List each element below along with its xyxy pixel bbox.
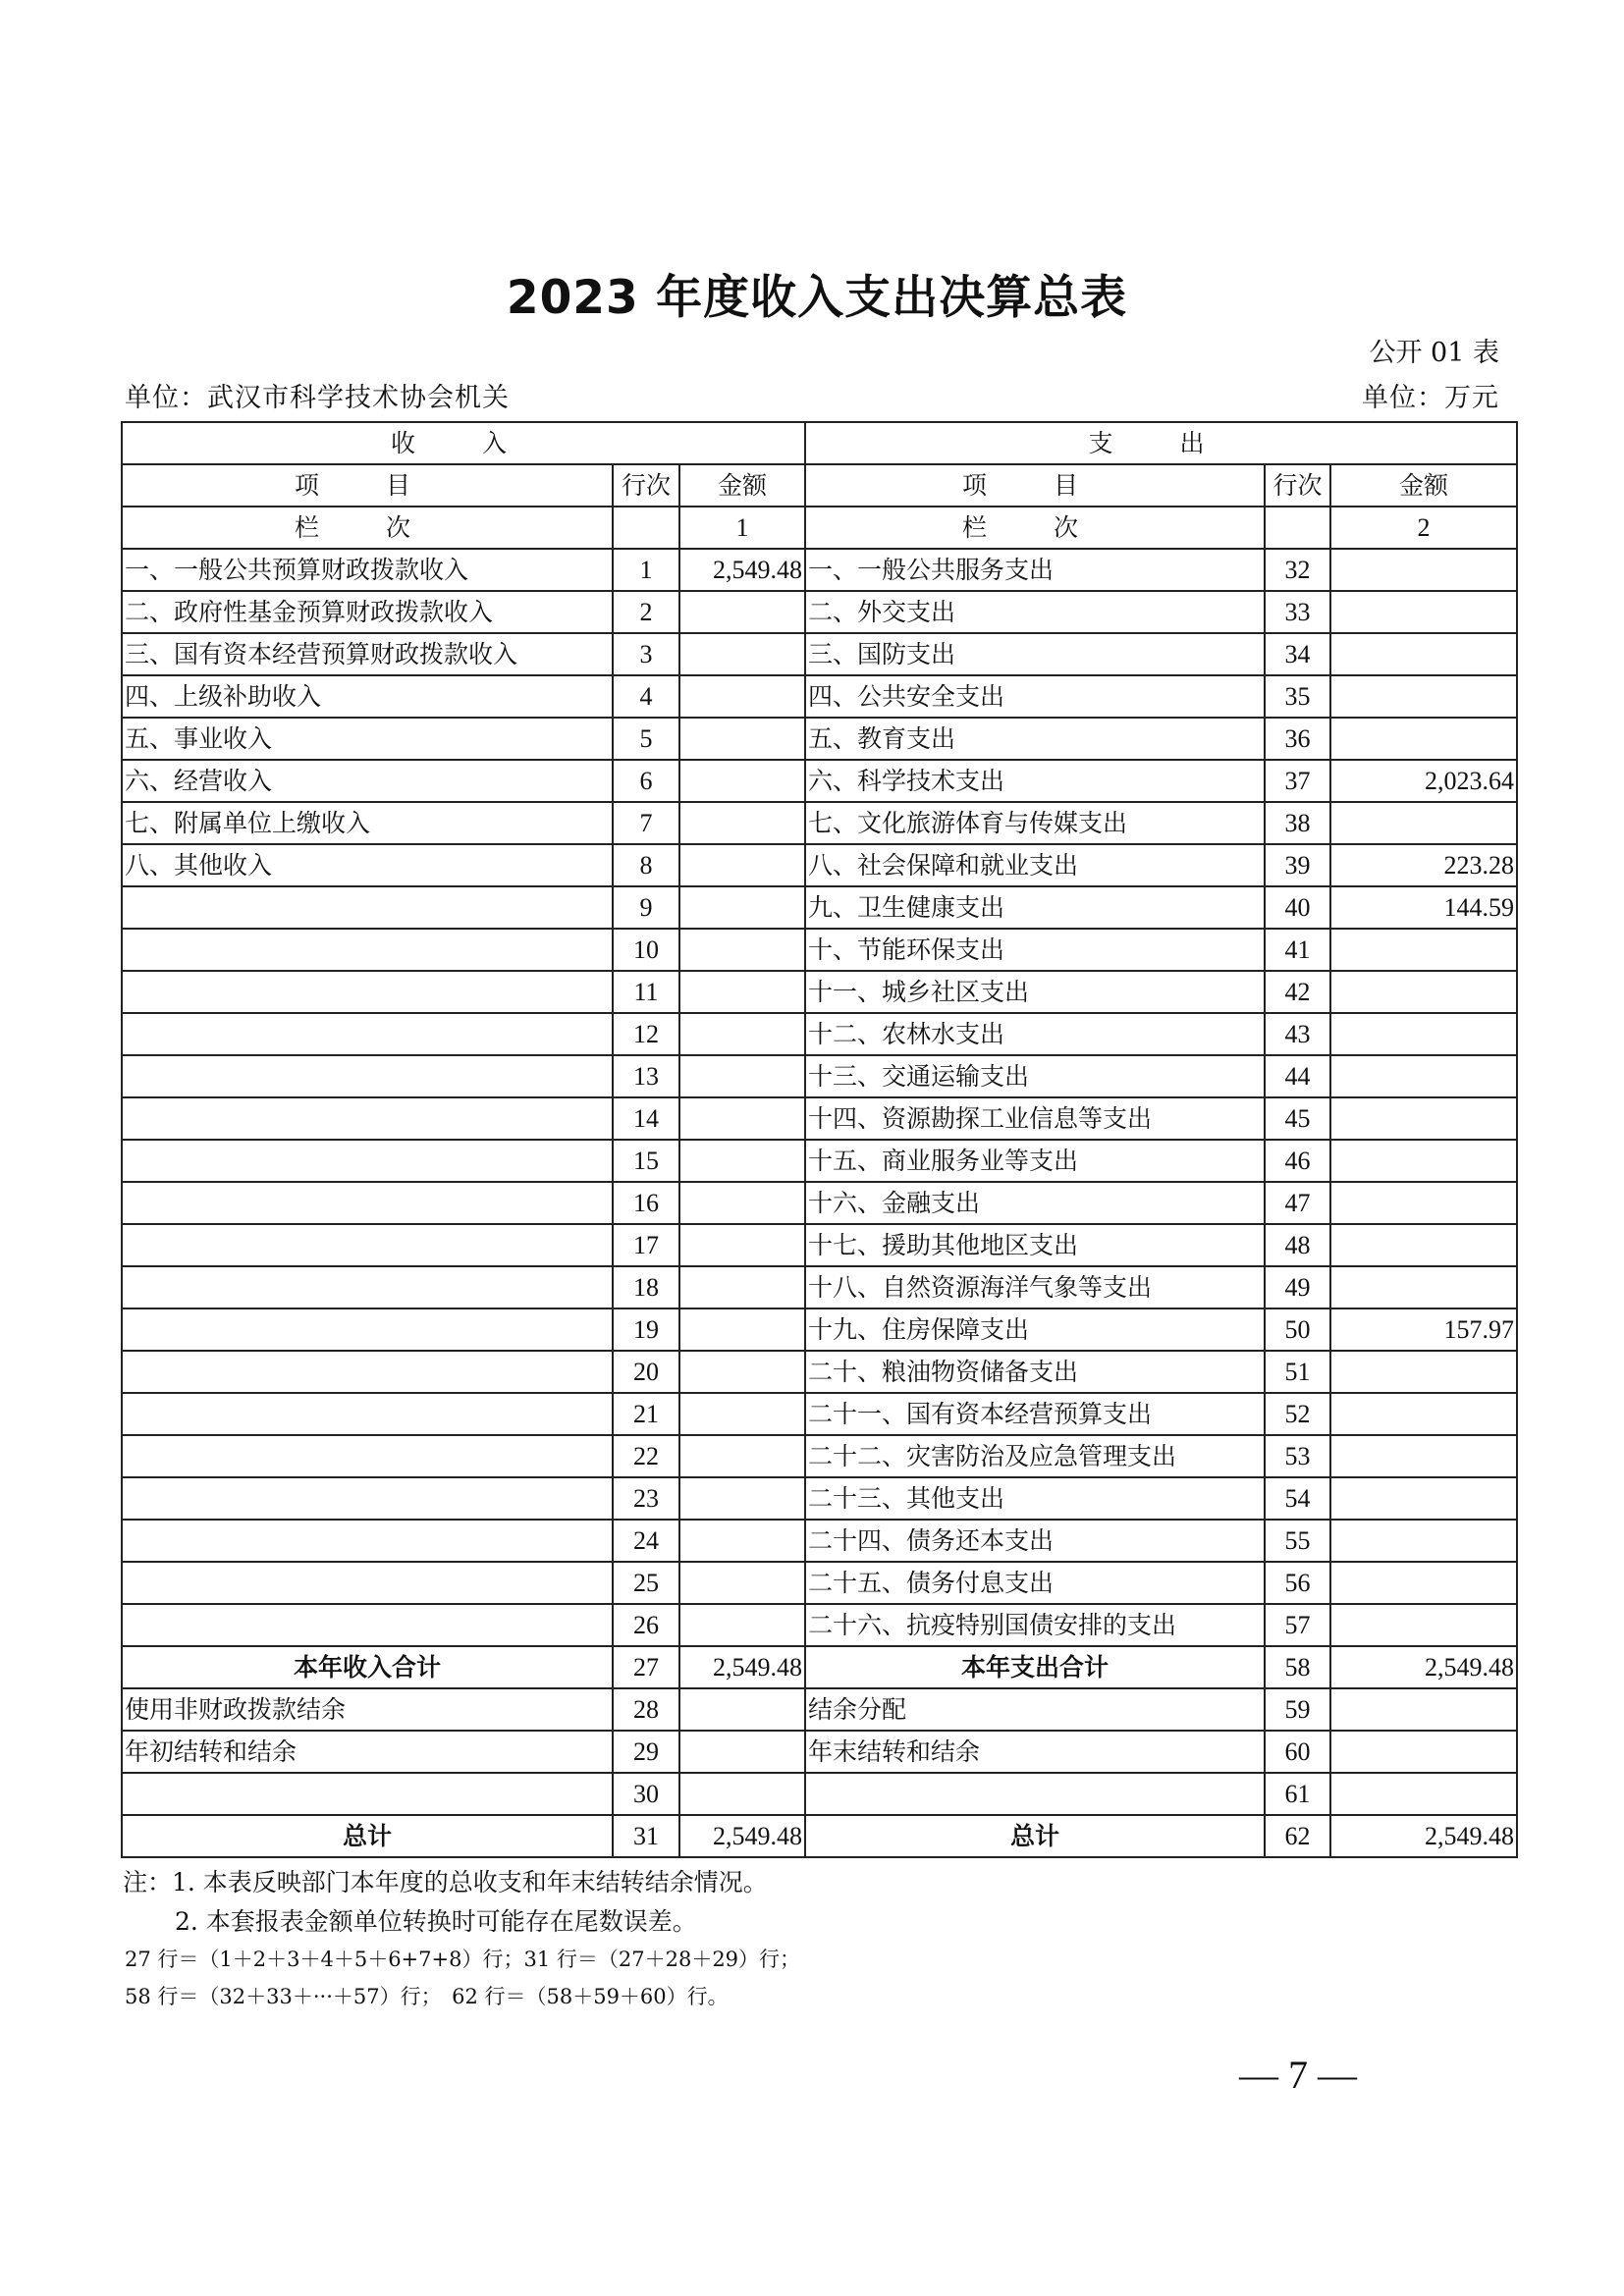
table-row — [122, 1731, 1517, 1773]
expense-line-cell: 57 — [1265, 1604, 1330, 1646]
income-item-cell: 本年收入合计 — [122, 1646, 613, 1688]
expense-amount-cell: 223.28 — [1330, 844, 1517, 886]
table-row — [122, 1224, 1517, 1266]
expense-line-cell: 37 — [1265, 760, 1330, 802]
income-item-cell — [122, 1477, 613, 1520]
expense-item-cell: 十八、自然资源海洋气象等支出 — [805, 1266, 1265, 1308]
income-amount-cell — [679, 760, 805, 802]
table-row — [122, 1308, 1517, 1351]
income-amount-cell — [679, 1604, 805, 1646]
expense-amount-cell: 144.59 — [1330, 886, 1517, 929]
income-amount-cell — [679, 1055, 805, 1097]
income-item-cell — [122, 1013, 613, 1055]
budget-summary-table — [121, 421, 1518, 1858]
income-section-header: 收 入 — [122, 422, 805, 464]
expense-item-cell: 七、文化旅游体育与传媒支出 — [805, 802, 1265, 844]
expense-amount-cell — [1330, 675, 1517, 718]
income-amount-cell — [679, 718, 805, 760]
expense-amount-cell — [1330, 971, 1517, 1013]
expense-amount-cell — [1330, 1055, 1517, 1097]
expense-item-cell: 二十六、抗疫特别国债安排的支出 — [805, 1604, 1265, 1646]
expense-item-cell — [805, 1773, 1265, 1815]
expense-item-cell: 十四、资源勘探工业信息等支出 — [805, 1097, 1265, 1140]
income-item-cell: 七、附属单位上缴收入 — [122, 802, 613, 844]
expense-line-cell: 49 — [1265, 1266, 1330, 1308]
income-amount-cell — [679, 1731, 805, 1773]
income-line-cell: 15 — [613, 1140, 679, 1182]
expense-line-cell: 43 — [1265, 1013, 1330, 1055]
table-row — [122, 1055, 1517, 1097]
expense-index-line — [1265, 507, 1330, 549]
page-number: — 7 — — [1239, 2053, 1357, 2097]
expense-item-cell: 三、国防支出 — [805, 633, 1265, 675]
expense-item-cell: 一、一般公共服务支出 — [805, 549, 1265, 591]
expense-item-cell: 八、社会保障和就业支出 — [805, 844, 1265, 886]
note-line-1: 注：1. 本表反映部门本年度的总收支和年末结转结余情况。 — [123, 1868, 768, 1896]
income-item-cell — [122, 1562, 613, 1604]
income-item-cell — [122, 1393, 613, 1435]
income-line-cell: 7 — [613, 802, 679, 844]
table-row — [122, 1773, 1517, 1815]
income-line-cell: 30 — [613, 1773, 679, 1815]
income-line-cell: 18 — [613, 1266, 679, 1308]
income-line-cell: 29 — [613, 1731, 679, 1773]
income-amount-cell — [679, 1013, 805, 1055]
income-line-cell: 6 — [613, 760, 679, 802]
expense-amount-cell — [1330, 1224, 1517, 1266]
income-amount-cell: 2,549.48 — [679, 1815, 805, 1857]
income-amount-cell — [679, 1308, 805, 1351]
expense-line-cell: 45 — [1265, 1097, 1330, 1140]
expense-item-cell: 年末结转和结余 — [805, 1731, 1265, 1773]
expense-line-cell: 42 — [1265, 971, 1330, 1013]
expense-amount-cell — [1330, 1731, 1517, 1773]
income-line-cell: 26 — [613, 1604, 679, 1646]
expense-amount-cell — [1330, 1477, 1517, 1520]
expense-amount-cell: 2,023.64 — [1330, 760, 1517, 802]
expense-item-cell: 十、节能环保支出 — [805, 929, 1265, 971]
expense-amount-cell — [1330, 802, 1517, 844]
income-item-cell: 使用非财政拨款结余 — [122, 1688, 613, 1731]
expense-item-cell: 十六、金融支出 — [805, 1182, 1265, 1224]
income-line-header: 行次 — [613, 464, 679, 507]
income-item-cell — [122, 1308, 613, 1351]
expense-line-cell: 61 — [1265, 1773, 1330, 1815]
expense-line-header: 行次 — [1265, 464, 1330, 507]
document-title: 2023 年度收入支出决算总表 — [506, 271, 1128, 325]
income-amount-cell — [679, 971, 805, 1013]
income-line-cell: 1 — [613, 549, 679, 591]
expense-amount-cell — [1330, 929, 1517, 971]
expense-line-cell: 54 — [1265, 1477, 1330, 1520]
table-row — [122, 1182, 1517, 1224]
expense-amount-cell — [1330, 718, 1517, 760]
table-row — [122, 1646, 1517, 1688]
expense-amount-cell — [1330, 591, 1517, 633]
expense-amount-cell — [1330, 1435, 1517, 1477]
expense-section-header: 支 出 — [805, 422, 1517, 464]
income-line-cell: 2 — [613, 591, 679, 633]
table-row — [122, 633, 1517, 675]
expense-amount-header: 金额 — [1330, 464, 1517, 507]
income-amount-cell — [679, 633, 805, 675]
expense-line-cell: 60 — [1265, 1731, 1330, 1773]
table-row — [122, 1520, 1517, 1562]
expense-line-cell: 41 — [1265, 929, 1330, 971]
expense-line-cell: 39 — [1265, 844, 1330, 886]
income-amount-cell: 2,549.48 — [679, 549, 805, 591]
expense-item-cell: 二十二、灾害防治及应急管理支出 — [805, 1435, 1265, 1477]
expense-item-cell: 二十、粮油物资储备支出 — [805, 1351, 1265, 1393]
form-number: 公开 01 表 — [1369, 338, 1499, 368]
income-item-cell: 二、政府性基金预算财政拨款收入 — [122, 591, 613, 633]
table-row — [122, 1477, 1517, 1520]
expense-amount-cell — [1330, 1140, 1517, 1182]
income-line-cell: 16 — [613, 1182, 679, 1224]
income-line-cell: 4 — [613, 675, 679, 718]
income-item-cell — [122, 971, 613, 1013]
expense-line-cell: 48 — [1265, 1224, 1330, 1266]
expense-line-cell: 62 — [1265, 1815, 1330, 1857]
expense-line-cell: 32 — [1265, 549, 1330, 591]
expense-line-cell: 50 — [1265, 1308, 1330, 1351]
income-item-cell — [122, 1266, 613, 1308]
expense-amount-cell — [1330, 549, 1517, 591]
income-line-cell: 27 — [613, 1646, 679, 1688]
expense-amount-cell — [1330, 1013, 1517, 1055]
income-line-cell: 14 — [613, 1097, 679, 1140]
income-item-cell: 五、事业收入 — [122, 718, 613, 760]
expense-item-cell: 十九、住房保障支出 — [805, 1308, 1265, 1351]
income-item-cell — [122, 1435, 613, 1477]
expense-item-cell: 十一、城乡社区支出 — [805, 971, 1265, 1013]
expense-line-cell: 44 — [1265, 1055, 1330, 1097]
expense-line-cell: 52 — [1265, 1393, 1330, 1435]
expense-line-cell: 46 — [1265, 1140, 1330, 1182]
income-item-cell — [122, 1520, 613, 1562]
table-row — [122, 1562, 1517, 1604]
expense-line-cell: 38 — [1265, 802, 1330, 844]
income-item-cell — [122, 1055, 613, 1097]
income-amount-cell — [679, 1393, 805, 1435]
income-amount-cell — [679, 1182, 805, 1224]
income-item-cell — [122, 1604, 613, 1646]
income-amount-cell — [679, 1520, 805, 1562]
table-row — [122, 1815, 1517, 1857]
expense-line-cell: 34 — [1265, 633, 1330, 675]
income-amount-cell — [679, 1097, 805, 1140]
income-index-line — [613, 507, 679, 549]
expense-line-cell: 55 — [1265, 1520, 1330, 1562]
expense-item-cell: 结余分配 — [805, 1688, 1265, 1731]
expense-item-cell: 九、卫生健康支出 — [805, 886, 1265, 929]
table-row — [122, 591, 1517, 633]
unit-organization: 单位：武汉市科学技术协会机关 — [125, 383, 510, 413]
income-line-cell: 28 — [613, 1688, 679, 1731]
expense-amount-cell: 2,549.48 — [1330, 1646, 1517, 1688]
table-row — [122, 886, 1517, 929]
income-line-cell: 31 — [613, 1815, 679, 1857]
income-amount-cell — [679, 886, 805, 929]
table-row — [122, 1435, 1517, 1477]
table-row — [122, 1013, 1517, 1055]
table-row — [122, 1097, 1517, 1140]
income-line-cell: 5 — [613, 718, 679, 760]
expense-item-cell: 四、公共安全支出 — [805, 675, 1265, 718]
expense-index-label: 栏 次 — [805, 507, 1265, 549]
income-amount-cell — [679, 929, 805, 971]
income-item-cell — [122, 1097, 613, 1140]
note-formula-1: 27 行＝（1＋2＋3＋4＋5＋6+7+8）行；31 行＝（27＋28＋29）行； — [125, 1948, 801, 1971]
income-item-cell — [122, 1351, 613, 1393]
expense-amount-cell — [1330, 1266, 1517, 1308]
income-amount-cell — [679, 1562, 805, 1604]
expense-amount-cell — [1330, 1393, 1517, 1435]
expense-amount-cell — [1330, 1351, 1517, 1393]
income-amount-cell — [679, 1435, 805, 1477]
expense-item-cell: 本年支出合计 — [805, 1646, 1265, 1688]
note-formula-2: 58 行＝（32＋33＋···＋57）行； 62 行＝（58＋59＋60）行。 — [125, 1985, 729, 2008]
expense-amount-cell: 157.97 — [1330, 1308, 1517, 1351]
expense-item-cell: 二、外交支出 — [805, 591, 1265, 633]
income-index-label: 栏 次 — [122, 507, 613, 549]
income-amount-cell — [679, 1140, 805, 1182]
income-line-cell: 3 — [613, 633, 679, 675]
income-line-cell: 23 — [613, 1477, 679, 1520]
table-row — [122, 844, 1517, 886]
income-line-cell: 11 — [613, 971, 679, 1013]
income-item-cell — [122, 886, 613, 929]
expense-item-cell: 六、科学技术支出 — [805, 760, 1265, 802]
income-item-cell — [122, 1224, 613, 1266]
expense-item-cell: 五、教育支出 — [805, 718, 1265, 760]
income-amount-cell — [679, 1688, 805, 1731]
expense-amount-cell — [1330, 1604, 1517, 1646]
income-item-cell — [122, 1140, 613, 1182]
expense-amount-cell — [1330, 1182, 1517, 1224]
income-amount-cell — [679, 1773, 805, 1815]
table-row — [122, 1604, 1517, 1646]
expense-line-cell: 40 — [1265, 886, 1330, 929]
income-line-cell: 21 — [613, 1393, 679, 1435]
income-amount-cell — [679, 1351, 805, 1393]
income-column-index: 1 — [679, 507, 805, 549]
column-index-row — [122, 507, 1517, 549]
table-row — [122, 802, 1517, 844]
income-line-cell: 12 — [613, 1013, 679, 1055]
table-row — [122, 675, 1517, 718]
expense-line-cell: 53 — [1265, 1435, 1330, 1477]
expense-amount-cell — [1330, 1520, 1517, 1562]
income-amount-cell — [679, 844, 805, 886]
income-amount-header: 金额 — [679, 464, 805, 507]
income-line-cell: 9 — [613, 886, 679, 929]
table-row — [122, 549, 1517, 591]
expense-line-cell: 56 — [1265, 1562, 1330, 1604]
income-item-cell: 一、一般公共预算财政拨款收入 — [122, 549, 613, 591]
expense-line-cell: 35 — [1265, 675, 1330, 718]
expense-item-cell: 十五、商业服务业等支出 — [805, 1140, 1265, 1182]
income-line-cell: 20 — [613, 1351, 679, 1393]
income-line-cell: 22 — [613, 1435, 679, 1477]
income-amount-cell — [679, 1224, 805, 1266]
table-row — [122, 1266, 1517, 1308]
expense-item-cell: 二十五、债务付息支出 — [805, 1562, 1265, 1604]
expense-item-cell: 二十四、债务还本支出 — [805, 1520, 1265, 1562]
income-item-cell: 总计 — [122, 1815, 613, 1857]
expense-item-cell: 十七、援助其他地区支出 — [805, 1224, 1265, 1266]
income-amount-cell — [679, 1477, 805, 1520]
income-amount-cell: 2,549.48 — [679, 1646, 805, 1688]
expense-line-cell: 33 — [1265, 591, 1330, 633]
income-line-cell: 10 — [613, 929, 679, 971]
income-item-cell — [122, 929, 613, 971]
expense-item-cell: 二十一、国有资本经营预算支出 — [805, 1393, 1265, 1435]
expense-amount-cell — [1330, 1773, 1517, 1815]
expense-item-cell: 二十三、其他支出 — [805, 1477, 1265, 1520]
expense-item-cell: 总计 — [805, 1815, 1265, 1857]
expense-line-cell: 58 — [1265, 1646, 1330, 1688]
section-header-row — [122, 422, 1517, 464]
income-item-cell: 年初结转和结余 — [122, 1731, 613, 1773]
table-row — [122, 1393, 1517, 1435]
table-row — [122, 1351, 1517, 1393]
income-item-cell: 六、经营收入 — [122, 760, 613, 802]
expense-amount-cell — [1330, 1688, 1517, 1731]
table-row — [122, 929, 1517, 971]
income-line-cell: 17 — [613, 1224, 679, 1266]
income-item-cell: 八、其他收入 — [122, 844, 613, 886]
table-row — [122, 1140, 1517, 1182]
income-amount-cell — [679, 675, 805, 718]
income-line-cell: 19 — [613, 1308, 679, 1351]
income-line-cell: 13 — [613, 1055, 679, 1097]
table-row — [122, 1688, 1517, 1731]
expense-column-index: 2 — [1330, 507, 1517, 549]
expense-amount-cell — [1330, 1562, 1517, 1604]
income-line-cell: 25 — [613, 1562, 679, 1604]
income-item-cell: 三、国有资本经营预算财政拨款收入 — [122, 633, 613, 675]
expense-item-cell: 十二、农林水支出 — [805, 1013, 1265, 1055]
income-item-cell — [122, 1182, 613, 1224]
income-item-cell — [122, 1773, 613, 1815]
income-line-cell: 24 — [613, 1520, 679, 1562]
expense-amount-cell — [1330, 1097, 1517, 1140]
table-row — [122, 760, 1517, 802]
income-item-header: 项 目 — [122, 464, 613, 507]
table-row — [122, 718, 1517, 760]
income-amount-cell — [679, 802, 805, 844]
expense-line-cell: 36 — [1265, 718, 1330, 760]
expense-line-cell: 59 — [1265, 1688, 1330, 1731]
column-header-row — [122, 464, 1517, 507]
income-amount-cell — [679, 1266, 805, 1308]
unit-currency: 单位：万元 — [1362, 383, 1499, 413]
income-line-cell: 8 — [613, 844, 679, 886]
table-row — [122, 971, 1517, 1013]
note-line-2: 2. 本套报表金额单位转换时可能存在尾数误差。 — [175, 1907, 697, 1936]
expense-line-cell: 47 — [1265, 1182, 1330, 1224]
expense-amount-cell — [1330, 633, 1517, 675]
expense-line-cell: 51 — [1265, 1351, 1330, 1393]
income-amount-cell — [679, 591, 805, 633]
income-item-cell: 四、上级补助收入 — [122, 675, 613, 718]
expense-item-cell: 十三、交通运输支出 — [805, 1055, 1265, 1097]
expense-amount-cell: 2,549.48 — [1330, 1815, 1517, 1857]
expense-item-header: 项 目 — [805, 464, 1265, 507]
